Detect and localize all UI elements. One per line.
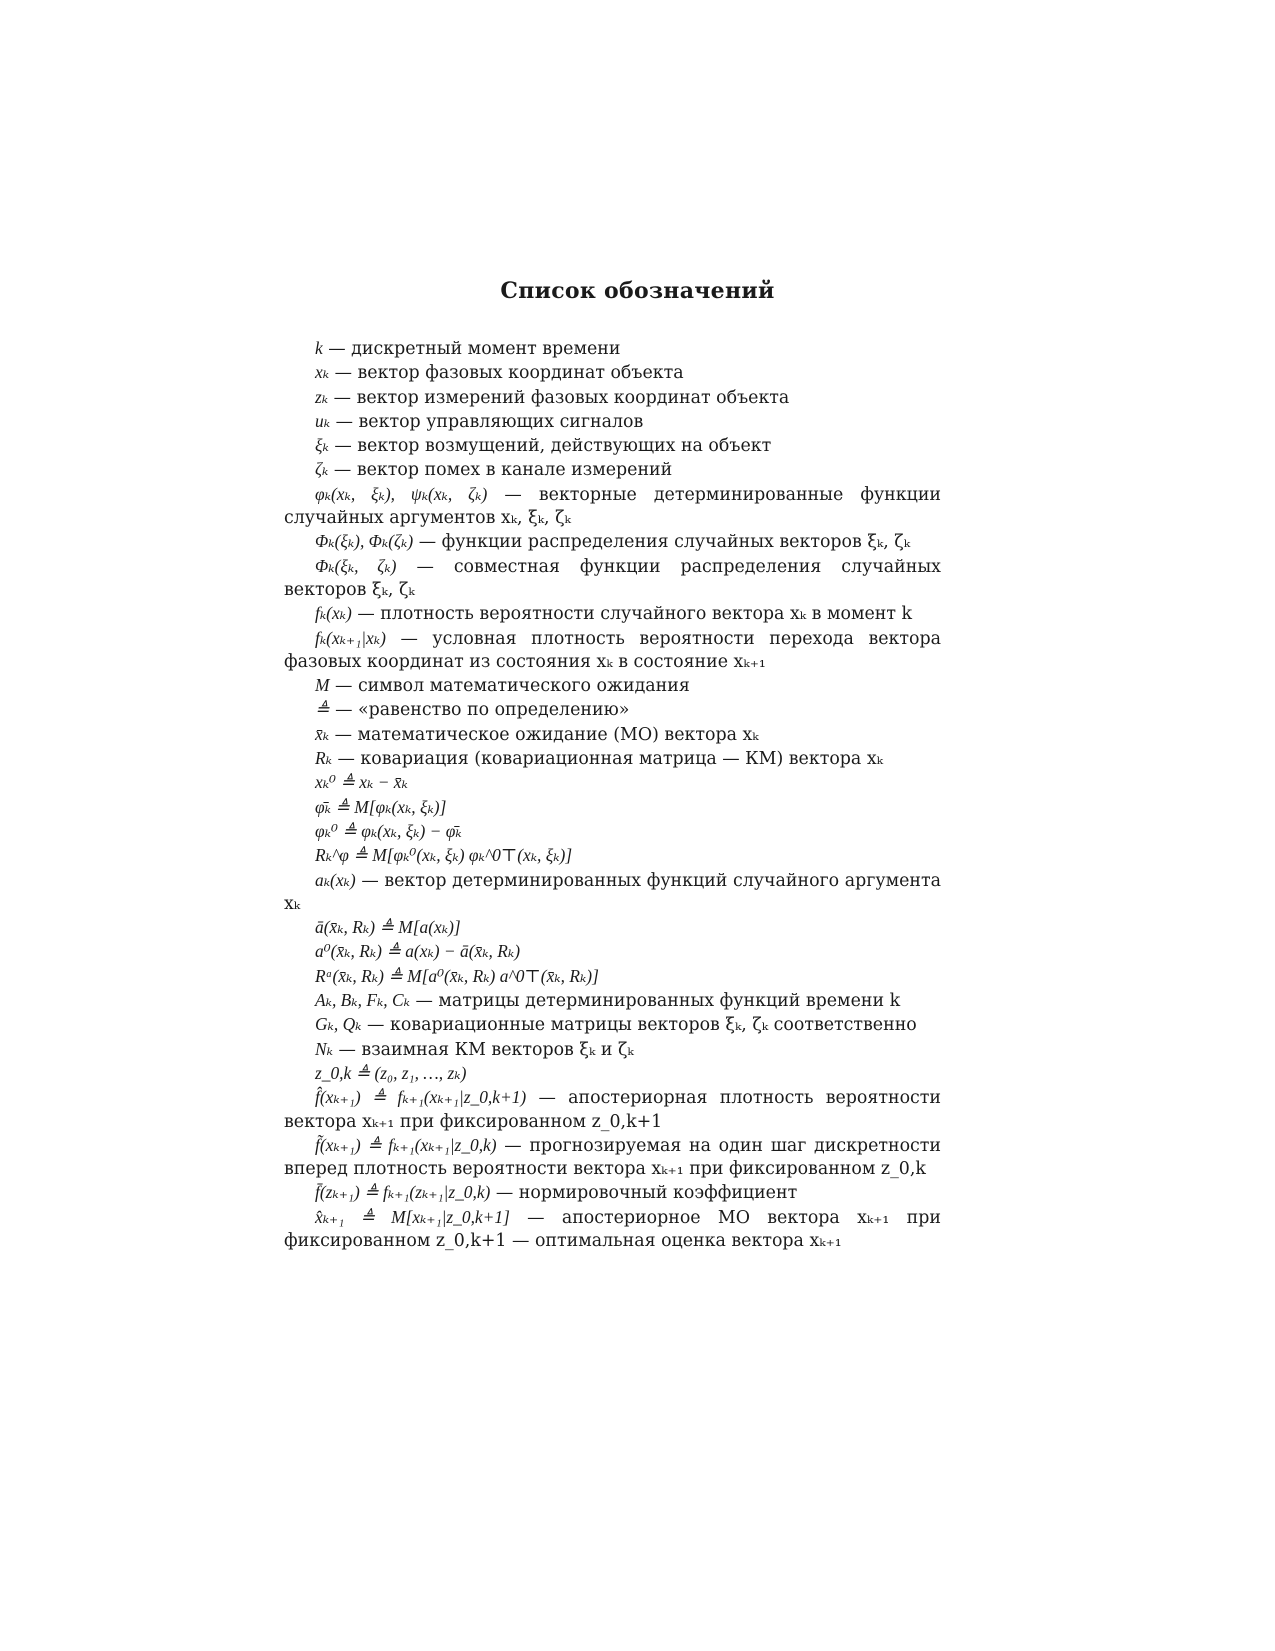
notation-entry bbox=[284, 627, 941, 675]
page-title: Список обозначений bbox=[500, 278, 775, 304]
notation-symbol: ≜ bbox=[315, 699, 330, 720]
notation-list bbox=[284, 337, 941, 1253]
notation-entry bbox=[284, 820, 941, 844]
notation-entry bbox=[284, 796, 941, 820]
notation-symbol: Nₖ bbox=[315, 1038, 333, 1059]
notation-description: — вектор возмущений, действующих на объект bbox=[328, 436, 772, 457]
notation-symbol: uₖ bbox=[315, 410, 331, 431]
notation-entry bbox=[284, 361, 941, 385]
notation-symbol: Gₖ, Qₖ bbox=[315, 1014, 362, 1035]
notation-entry bbox=[284, 723, 941, 747]
notation-description: — математическое ожидание (МО) вектора xₖ bbox=[329, 724, 759, 745]
notation-entry bbox=[284, 869, 941, 917]
notation-symbol: φₖ(xₖ, ξₖ), ψₖ(xₖ, ζₖ) bbox=[315, 483, 488, 504]
notation-entry bbox=[284, 1206, 941, 1254]
notation-symbol: aₖ(xₖ) bbox=[315, 869, 356, 890]
notation-symbol: ζₖ bbox=[315, 459, 329, 480]
notation-entry bbox=[284, 410, 941, 434]
notation-entry bbox=[284, 1086, 941, 1134]
notation-description: — вектор фазовых координат объекта bbox=[329, 363, 684, 384]
notation-symbol: Φₖ(ξₖ, ζₖ) bbox=[315, 555, 397, 576]
notation-entry bbox=[284, 989, 941, 1013]
notation-entry bbox=[284, 337, 941, 361]
notation-entry bbox=[284, 530, 941, 554]
notation-symbol: f̃(xₖ₊₁) ≜ fₖ₊₁(xₖ₊₁|z_0,k) bbox=[315, 1134, 497, 1155]
notation-description: — совместная функции распределения случайных векторов ξₖ, ζₖ bbox=[284, 556, 941, 600]
notation-symbol: f̄(zₖ₊₁) ≜ fₖ₊₁(zₖ₊₁|z_0,k) bbox=[315, 1182, 491, 1203]
notation-description: — взаимная КМ векторов ξₖ и ζₖ bbox=[332, 1039, 634, 1060]
notation-description: — векторные детерминированные функции случайных аргументов xₖ, ξₖ, ζₖ bbox=[284, 484, 941, 529]
notation-entry bbox=[284, 1134, 941, 1182]
notation-symbol: Rᵃ(x̄ₖ, Rₖ) ≜ M[a⁰(x̄ₖ, Rₖ) a^0⊤(x̄ₖ, Rₖ)] bbox=[315, 965, 599, 986]
notation-symbol: Rₖ bbox=[315, 748, 332, 769]
notation-description: — нормировочный коэффициент bbox=[490, 1183, 798, 1204]
notation-description: — матрицы детерминированных функций времени k bbox=[409, 991, 901, 1012]
notation-description: — ковариационные матрицы векторов ξₖ, ζₖ соответственно bbox=[361, 1015, 917, 1036]
notation-entry bbox=[284, 698, 941, 722]
notation-description: — апостериорное МО вектора xₖ₊₁ при фиксированном z_0,k+1 — оптимальная оценка вектора xₖ₊₁ bbox=[284, 1207, 941, 1251]
notation-symbol: φ̄ₖ ≜ M[φₖ(xₖ, ξₖ)] bbox=[315, 796, 447, 817]
notation-entry bbox=[284, 771, 941, 795]
notation-description: — вектор управляющих сигналов bbox=[330, 411, 644, 432]
notation-entry bbox=[284, 434, 941, 458]
notation-symbol: M bbox=[315, 675, 330, 696]
notation-description: — плотность вероятности случайного вектора xₖ в момент k bbox=[351, 604, 913, 625]
notation-description: — апостериорная плотность вероятности вектора xₖ₊₁ при фиксированном z_0,k+1 bbox=[284, 1088, 941, 1132]
notation-symbol: Rₖ^φ ≜ M[φₖ⁰(xₖ, ξₖ) φₖ^0⊤(xₖ, ξₖ)] bbox=[315, 845, 573, 866]
notation-symbol: f̂(xₖ₊₁) ≜ fₖ₊₁(xₖ₊₁|z_0,k+1) bbox=[315, 1087, 527, 1108]
notation-entry bbox=[284, 1038, 941, 1062]
notation-entry bbox=[284, 1062, 941, 1086]
notation-entry bbox=[284, 386, 941, 410]
notation-description: — «равенство по определению» bbox=[329, 700, 630, 721]
notation-entry bbox=[284, 747, 941, 771]
notation-description: — ковариация (ковариационная матрица — КМ) вектора xₖ bbox=[331, 749, 883, 770]
notation-symbol: ā(x̄ₖ, Rₖ) ≜ M[a(xₖ)] bbox=[315, 917, 461, 938]
notation-entry bbox=[284, 965, 941, 989]
notation-symbol: a⁰(x̄ₖ, Rₖ) ≜ a(xₖ) − ā(x̄ₖ, Rₖ) bbox=[315, 941, 521, 962]
notation-symbol: ξₖ bbox=[315, 435, 329, 456]
notation-entry bbox=[284, 844, 941, 868]
notation-symbol: zₖ bbox=[315, 386, 329, 407]
notation-symbol: fₖ(xₖ₊₁|xₖ) bbox=[315, 627, 386, 648]
notation-description: — функции распределения случайных векторов ξₖ, ζₖ bbox=[413, 532, 911, 553]
notation-entry bbox=[284, 916, 941, 940]
notation-symbol: φₖ⁰ ≜ φₖ(xₖ, ξₖ) − φ̄ₖ bbox=[315, 820, 462, 841]
notation-description: — вектор измерений фазовых координат объекта bbox=[328, 387, 790, 408]
notation-entry bbox=[284, 555, 941, 603]
notation-description: — дискретный момент времени bbox=[322, 339, 621, 359]
notation-symbol: k bbox=[315, 338, 323, 358]
notation-description: — условная плотность вероятности перехода вектора фазовых координат из состояния xₖ в состояние xₖ₊₁ bbox=[284, 628, 941, 672]
notation-description: — вектор детерминированных функций случайного аргумента xₖ bbox=[284, 870, 941, 914]
notation-entry bbox=[284, 458, 941, 482]
notation-description: — символ математического ожидания bbox=[329, 676, 690, 697]
notation-symbol: xₖ bbox=[315, 362, 330, 383]
notation-description: — вектор помех в канале измерений bbox=[328, 460, 673, 481]
notation-entry bbox=[284, 674, 941, 698]
notation-entry bbox=[284, 483, 941, 531]
notation-entry bbox=[284, 602, 941, 626]
notation-entry bbox=[284, 1181, 941, 1205]
notation-symbol: z_0,k ≜ (z₀, z₁, …, zₖ) bbox=[315, 1062, 467, 1083]
notation-description: — прогнозируемая на один шаг дискретности вперед плотность вероятности вектора xₖ₊₁ при фиксированном z_0,k bbox=[284, 1135, 941, 1180]
notation-symbol: fₖ(xₖ) bbox=[315, 603, 352, 624]
notation-symbol: xₖ⁰ ≜ xₖ − x̄ₖ bbox=[315, 772, 408, 793]
notation-symbol: x̂ₖ₊₁ ≜ M[xₖ₊₁|z_0,k+1] bbox=[315, 1206, 510, 1227]
notation-symbol: Φₖ(ξₖ), Φₖ(ζₖ) bbox=[315, 531, 414, 552]
notation-symbol: Aₖ, Bₖ, Fₖ, Cₖ bbox=[315, 990, 410, 1011]
notation-symbol: x̄ₖ bbox=[315, 723, 330, 744]
notation-entry bbox=[284, 1013, 941, 1037]
notation-entry bbox=[284, 940, 941, 964]
